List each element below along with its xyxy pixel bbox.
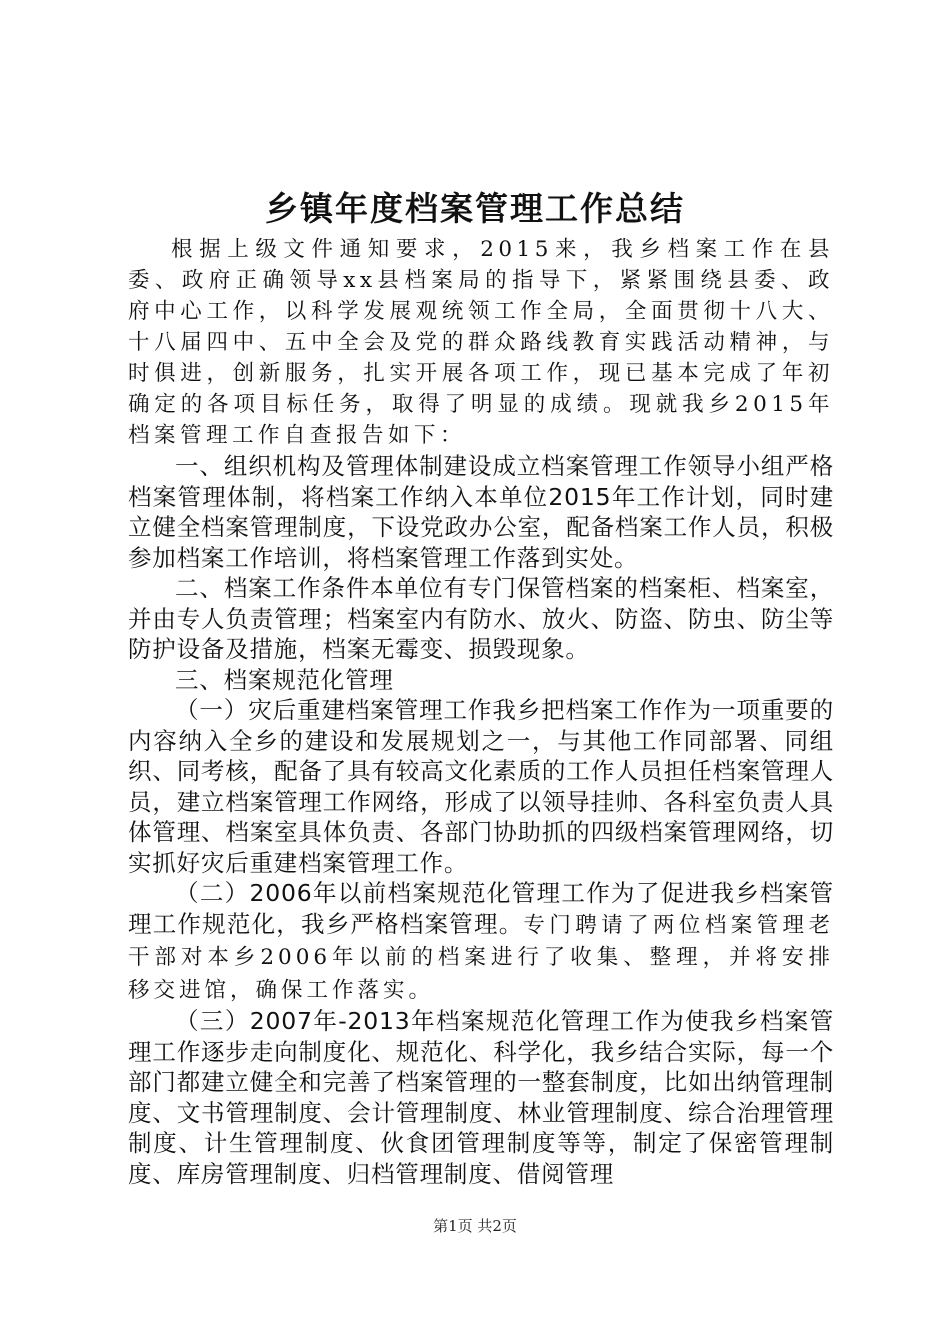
paragraph-subsection-2-part2: 专门聘请了两位档案管理老干部对本乡2006年以前的档案进行了收集、整理，并将安排移交进馆，确保工作落实。 (128, 912, 834, 1003)
document-title: 乡镇年度档案管理工作总结 (265, 189, 685, 228)
paragraph-subsection-3: （三）2007年-2013年档案规范化管理工作为使我乡档案管理工作逐步走向制度化、规范化、科学化，我乡结合实际，每一个部门都建立健全和完善了档案管理的一整套制度，比如出纳管理制度、文书管理制度、会计管理制度、林业管理制度、综合治理管理制度、计生管理制度、伙食团管理制度等等，制定了保密管理制度、库房管理制度、归档管理制度、借阅管理 (128, 1007, 834, 1188)
paragraph-subsection-1: （一）灾后重建档案管理工作我乡把档案工作作为一项重要的内容纳入全乡的建设和发展规划之一，与其他工作同部署、同组织、同考核，配备了具有较高文化素质的工作人员担任档案管理人员，建立档案管理工作网络，形成了以领导挂帅、各科室负责人具体管理、档案室具体负责、各部门协助抓的四级档案管理网络，切实抓好灾后重建档案管理工作。 (128, 696, 834, 877)
page-footer: 第1页 共2页 (433, 1217, 517, 1235)
document-body (128, 234, 834, 1189)
paragraph-section-3-heading: 三、档案规范化管理 (175, 665, 394, 694)
paragraph-section-2: 二、档案工作条件本单位有专门保管档案的档案柜、档案室，并由专人负责管理；档案室内有防水、放火、防盗、防虫、防尘等防护设备及措施，档案无霉变、损毁现象。 (128, 574, 834, 663)
paragraph-section-1: 一、组织机构及管理体制建设成立档案管理工作领导小组严格档案管理体制，将档案工作纳入本单位2015年工作计划，同时建立健全档案管理制度，下设党政办公室，配备档案工作人员，积极参加档案工作培训，将档案管理工作落到实处。 (128, 452, 834, 572)
paragraph-subsection-2 (128, 878, 834, 1006)
paragraph-subsection-2-part1: （二）2006年以前档案规范化管理工作为了促进我乡档案管理工作规范化，我乡严格档案管理。 (128, 879, 834, 938)
paragraph-intro: 根据上级文件通知要求，2015来，我乡档案工作在县委、政府正确领导xx县档案局的指导下，紧紧围绕县委、政府中心工作，以科学发展观统领工作全局，全面贯彻十八大、十八届四中、五中全会及党的群众路线教育实践活动精神，与时俱进，创新服务，扎实开展各项工作，现已基本完成了年初确定的各项目标任务，取得了明显的成绩。现就我乡2015年档案管理工作自查报告如下： (128, 237, 834, 448)
